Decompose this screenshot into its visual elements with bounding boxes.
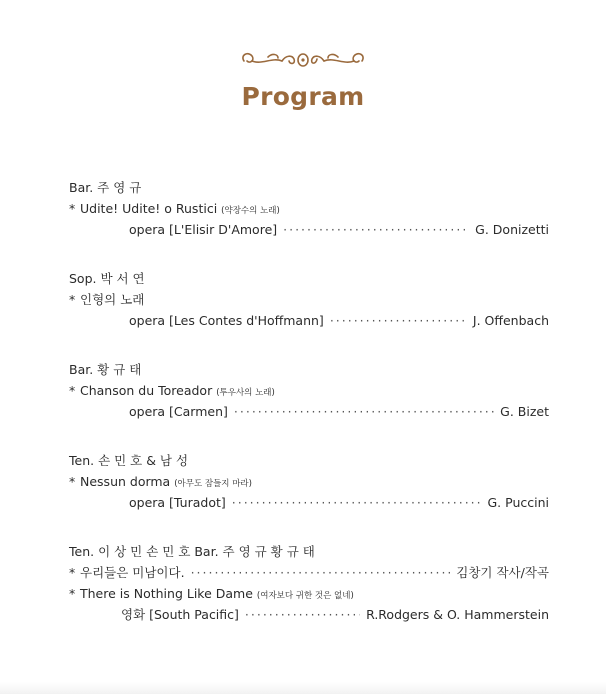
song: [69, 380, 549, 401]
song-credit: 김창기 작사/작곡: [456, 565, 549, 580]
page-edge: [0, 682, 606, 694]
composer: R.Rodgers & O. Hammerstein: [366, 607, 549, 622]
song: [69, 562, 549, 583]
opera-line: [69, 604, 549, 625]
song-title: There is Nothing Like Dame: [80, 586, 253, 601]
leader-dots: [232, 492, 482, 513]
program-item: [69, 359, 549, 422]
program-item: [69, 268, 549, 331]
performer: Ten. 손 민 호 & 남 성: [69, 453, 189, 468]
composer: G. Donizetti: [475, 222, 549, 237]
leader-dots: [245, 604, 360, 625]
opera-title: opera [Les Contes d'Hoffmann]: [129, 313, 324, 328]
song: [69, 198, 549, 219]
song-note: (아무도 잠들지 마라): [174, 479, 252, 489]
leader-dots: [234, 401, 494, 422]
bullet-icon: *: [69, 565, 76, 580]
song-title: 우리들은 미남이다.: [80, 565, 185, 580]
song-note: (투우사의 노래): [216, 388, 275, 398]
song: [69, 289, 549, 310]
opera-line: [69, 310, 549, 331]
song-title: 인형의 노래: [80, 292, 145, 307]
program-item: [69, 450, 549, 513]
opera-title: opera [L'Elisir D'Amore]: [129, 222, 278, 237]
opera-line: [69, 219, 549, 240]
leader-dots: [330, 310, 467, 331]
bullet-icon: *: [69, 586, 76, 601]
page-title: Program: [241, 82, 365, 111]
composer: G. Puccini: [487, 495, 549, 510]
performer: Bar. 황 규 태: [69, 362, 142, 377]
song-title: Chanson du Toreador: [80, 383, 213, 398]
song-title: Nessun dorma: [80, 474, 171, 489]
program-item: [69, 541, 549, 625]
performer: Ten. 이 상 민 손 민 호 Bar. 주 영 규 황 규 태: [69, 544, 315, 559]
opera-line: [69, 492, 549, 513]
song-note: (약장수의 노래): [221, 206, 280, 216]
bullet-icon: *: [69, 383, 76, 398]
song: [69, 471, 549, 492]
opera-title: opera [Carmen]: [129, 404, 228, 419]
song-note: (여자보다 귀한 것은 없네): [256, 591, 354, 601]
performer: Bar. 주 영 규: [69, 180, 142, 195]
bullet-icon: *: [69, 292, 76, 307]
opera-title: 영화 [South Pacific]: [121, 607, 239, 622]
leader-dots: [283, 219, 469, 240]
bullet-icon: *: [69, 474, 76, 489]
bullet-icon: *: [69, 201, 76, 216]
opera-line: [69, 401, 549, 422]
performer: Sop. 박 서 연: [69, 271, 145, 286]
program-item: [69, 177, 549, 240]
song: [69, 583, 549, 604]
composer: J. Offenbach: [472, 313, 549, 328]
composer: G. Bizet: [500, 404, 549, 419]
opera-title: opera [Turadot]: [129, 495, 226, 510]
song-title: Udite! Udite! o Rustici: [80, 201, 218, 216]
leader-dots: [191, 562, 451, 583]
ornament-icon: [238, 47, 368, 73]
